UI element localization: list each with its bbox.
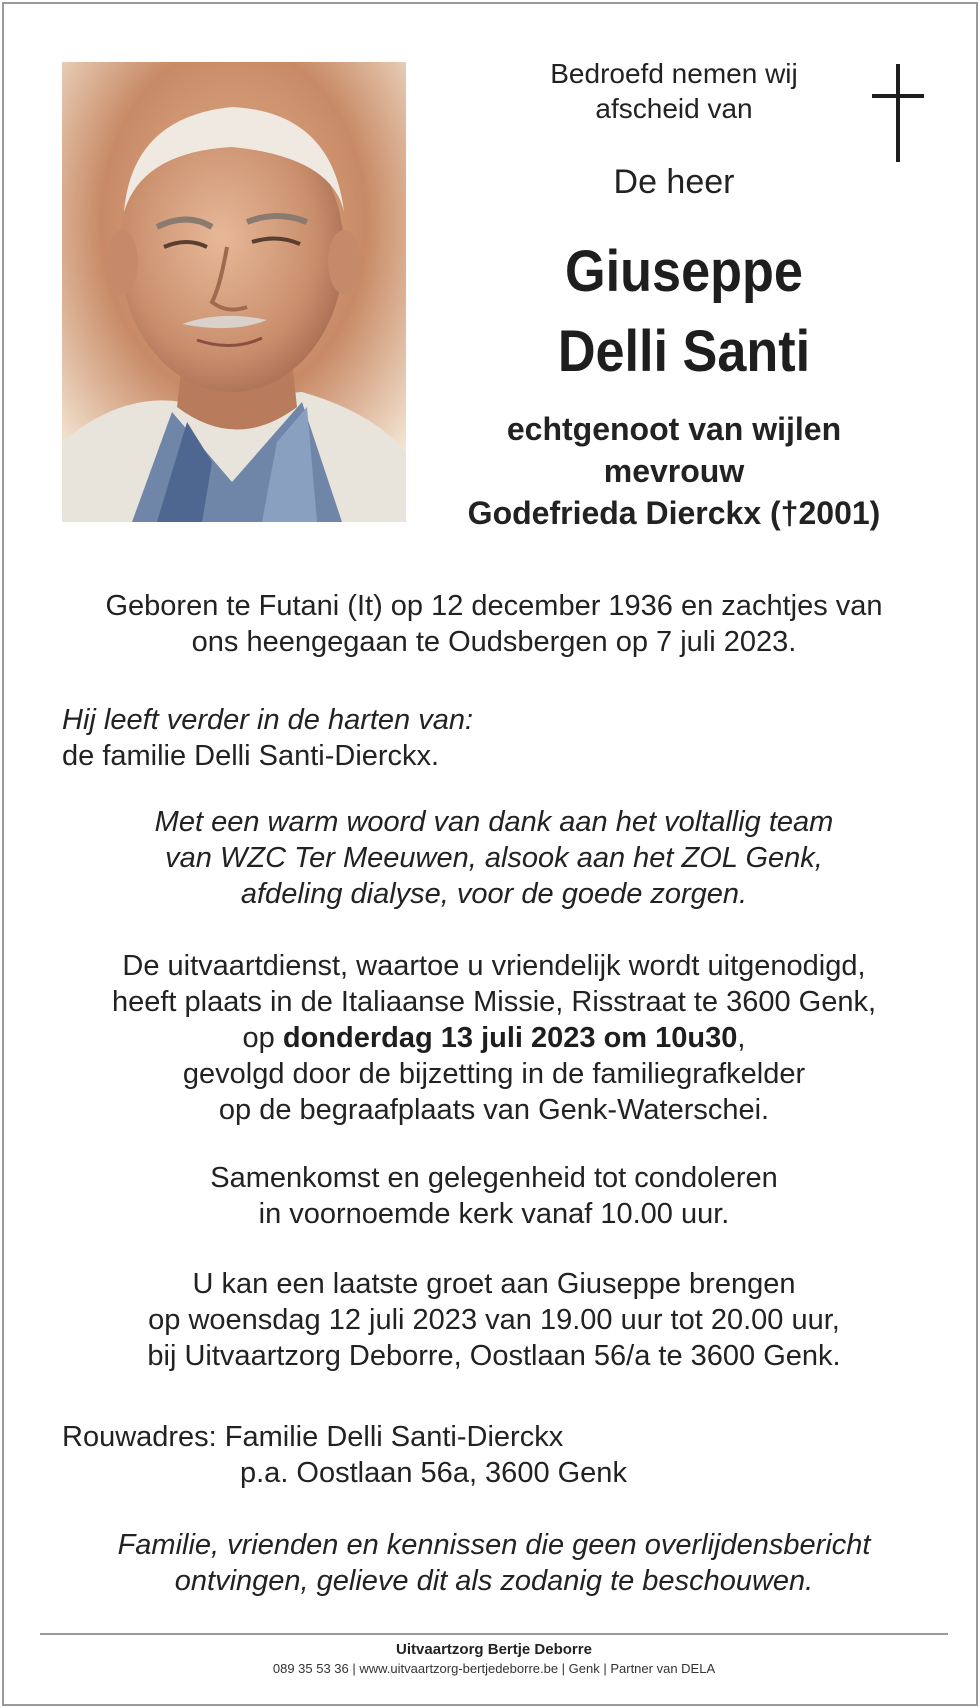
service-line-1: De uitvaartdienst, waartoe u vriendelijk wordt uitgenodigd, bbox=[122, 950, 866, 982]
service-line-4: gevolgd door de bijzetting in de familiegrafkelder bbox=[182, 1058, 806, 1090]
address-line-1: Rouwadres: Familie Delli Santi-Dierckx bbox=[62, 1421, 564, 1453]
survivors-line-2: de familie Delli Santi-Dierckx. bbox=[62, 740, 440, 772]
closing-paragraph bbox=[44, 1527, 944, 1599]
farewell-line-1: U kan een laatste groet aan Giuseppe brengen bbox=[192, 1268, 796, 1300]
footer-divider bbox=[40, 1633, 948, 1635]
birth-death-paragraph bbox=[44, 588, 944, 660]
spouse-line-1: echtgenoot van wijlen bbox=[506, 411, 842, 447]
gathering-paragraph bbox=[44, 1160, 944, 1232]
gathering-line-1: Samenkomst en gelegenheid tot condoleren bbox=[210, 1162, 778, 1194]
farewell-paragraph bbox=[44, 1266, 944, 1374]
deceased-name bbox=[495, 232, 873, 392]
obituary-card bbox=[2, 2, 978, 1706]
gathering-line-2: in voornoemde kerk vanaf 10.00 uur. bbox=[258, 1198, 730, 1230]
service-date: donderdag 13 juli 2023 om 10u30 bbox=[282, 1022, 738, 1054]
first-name: Giuseppe bbox=[565, 239, 803, 304]
last-name: Delli Santi bbox=[557, 319, 811, 384]
closing-line-1: Familie, vrienden en kennissen die geen overlijdensbericht bbox=[117, 1529, 871, 1561]
farewell-line-3: bij Uitvaartzorg Deborre, Oostlaan 56/a te 3600 Genk. bbox=[147, 1340, 841, 1372]
birth-death-line-1: Geboren te Futani (It) op 12 december 1936 en zachtjes van bbox=[105, 590, 883, 622]
footer-info: 089 35 53 36 | www.uitvaartzorg-bertjedeborre.be | Genk | Partner van DELA bbox=[272, 1661, 716, 1676]
service-line-3: op donderdag 13 juli 2023 om 10u30, bbox=[242, 1022, 746, 1054]
birth-death-line-2: ons heengegaan te Oudsbergen op 7 juli 2023. bbox=[191, 626, 797, 658]
thanks-line-2: van WZC Ter Meeuwen, alsook aan het ZOL Genk, bbox=[165, 842, 823, 874]
spouse-info bbox=[434, 408, 914, 534]
address-line-2: p.a. Oostlaan 56a, 3600 Genk bbox=[240, 1457, 627, 1489]
portrait-photo bbox=[62, 62, 406, 522]
service-line-5: op de begraafplaats van Genk-Waterschei. bbox=[218, 1094, 770, 1126]
thanks-paragraph bbox=[44, 804, 944, 912]
thanks-line-1: Met een warm woord van dank aan het voltallig team bbox=[154, 806, 834, 838]
title-prefix: De heer bbox=[613, 163, 735, 201]
intro-line-2: afscheid van bbox=[595, 93, 753, 124]
spouse-line-3: Godefrieda Dierckx (†2001) bbox=[467, 495, 881, 531]
cross-icon bbox=[868, 64, 928, 164]
spouse-line-2: mevrouw bbox=[603, 453, 745, 489]
intro-text bbox=[474, 56, 874, 126]
service-line-2: heeft plaats in de Italiaanse Missie, Risstraat te 3600 Genk, bbox=[111, 986, 877, 1018]
farewell-line-2: op woensdag 12 juli 2023 van 19.00 uur tot 20.00 uur, bbox=[148, 1304, 840, 1336]
service-paragraph bbox=[44, 948, 944, 1128]
intro-line-1: Bedroefd nemen wij bbox=[550, 58, 798, 89]
closing-line-2: ontvingen, gelieve dit als zodanig te beschouwen. bbox=[174, 1565, 814, 1597]
footer-company: Uitvaartzorg Bertje Deborre bbox=[396, 1641, 592, 1658]
survivors-line-1: Hij leeft verder in de harten van: bbox=[62, 704, 474, 736]
thanks-line-3: afdeling dialyse, voor de goede zorgen. bbox=[240, 878, 748, 910]
survivors-paragraph bbox=[62, 702, 922, 774]
